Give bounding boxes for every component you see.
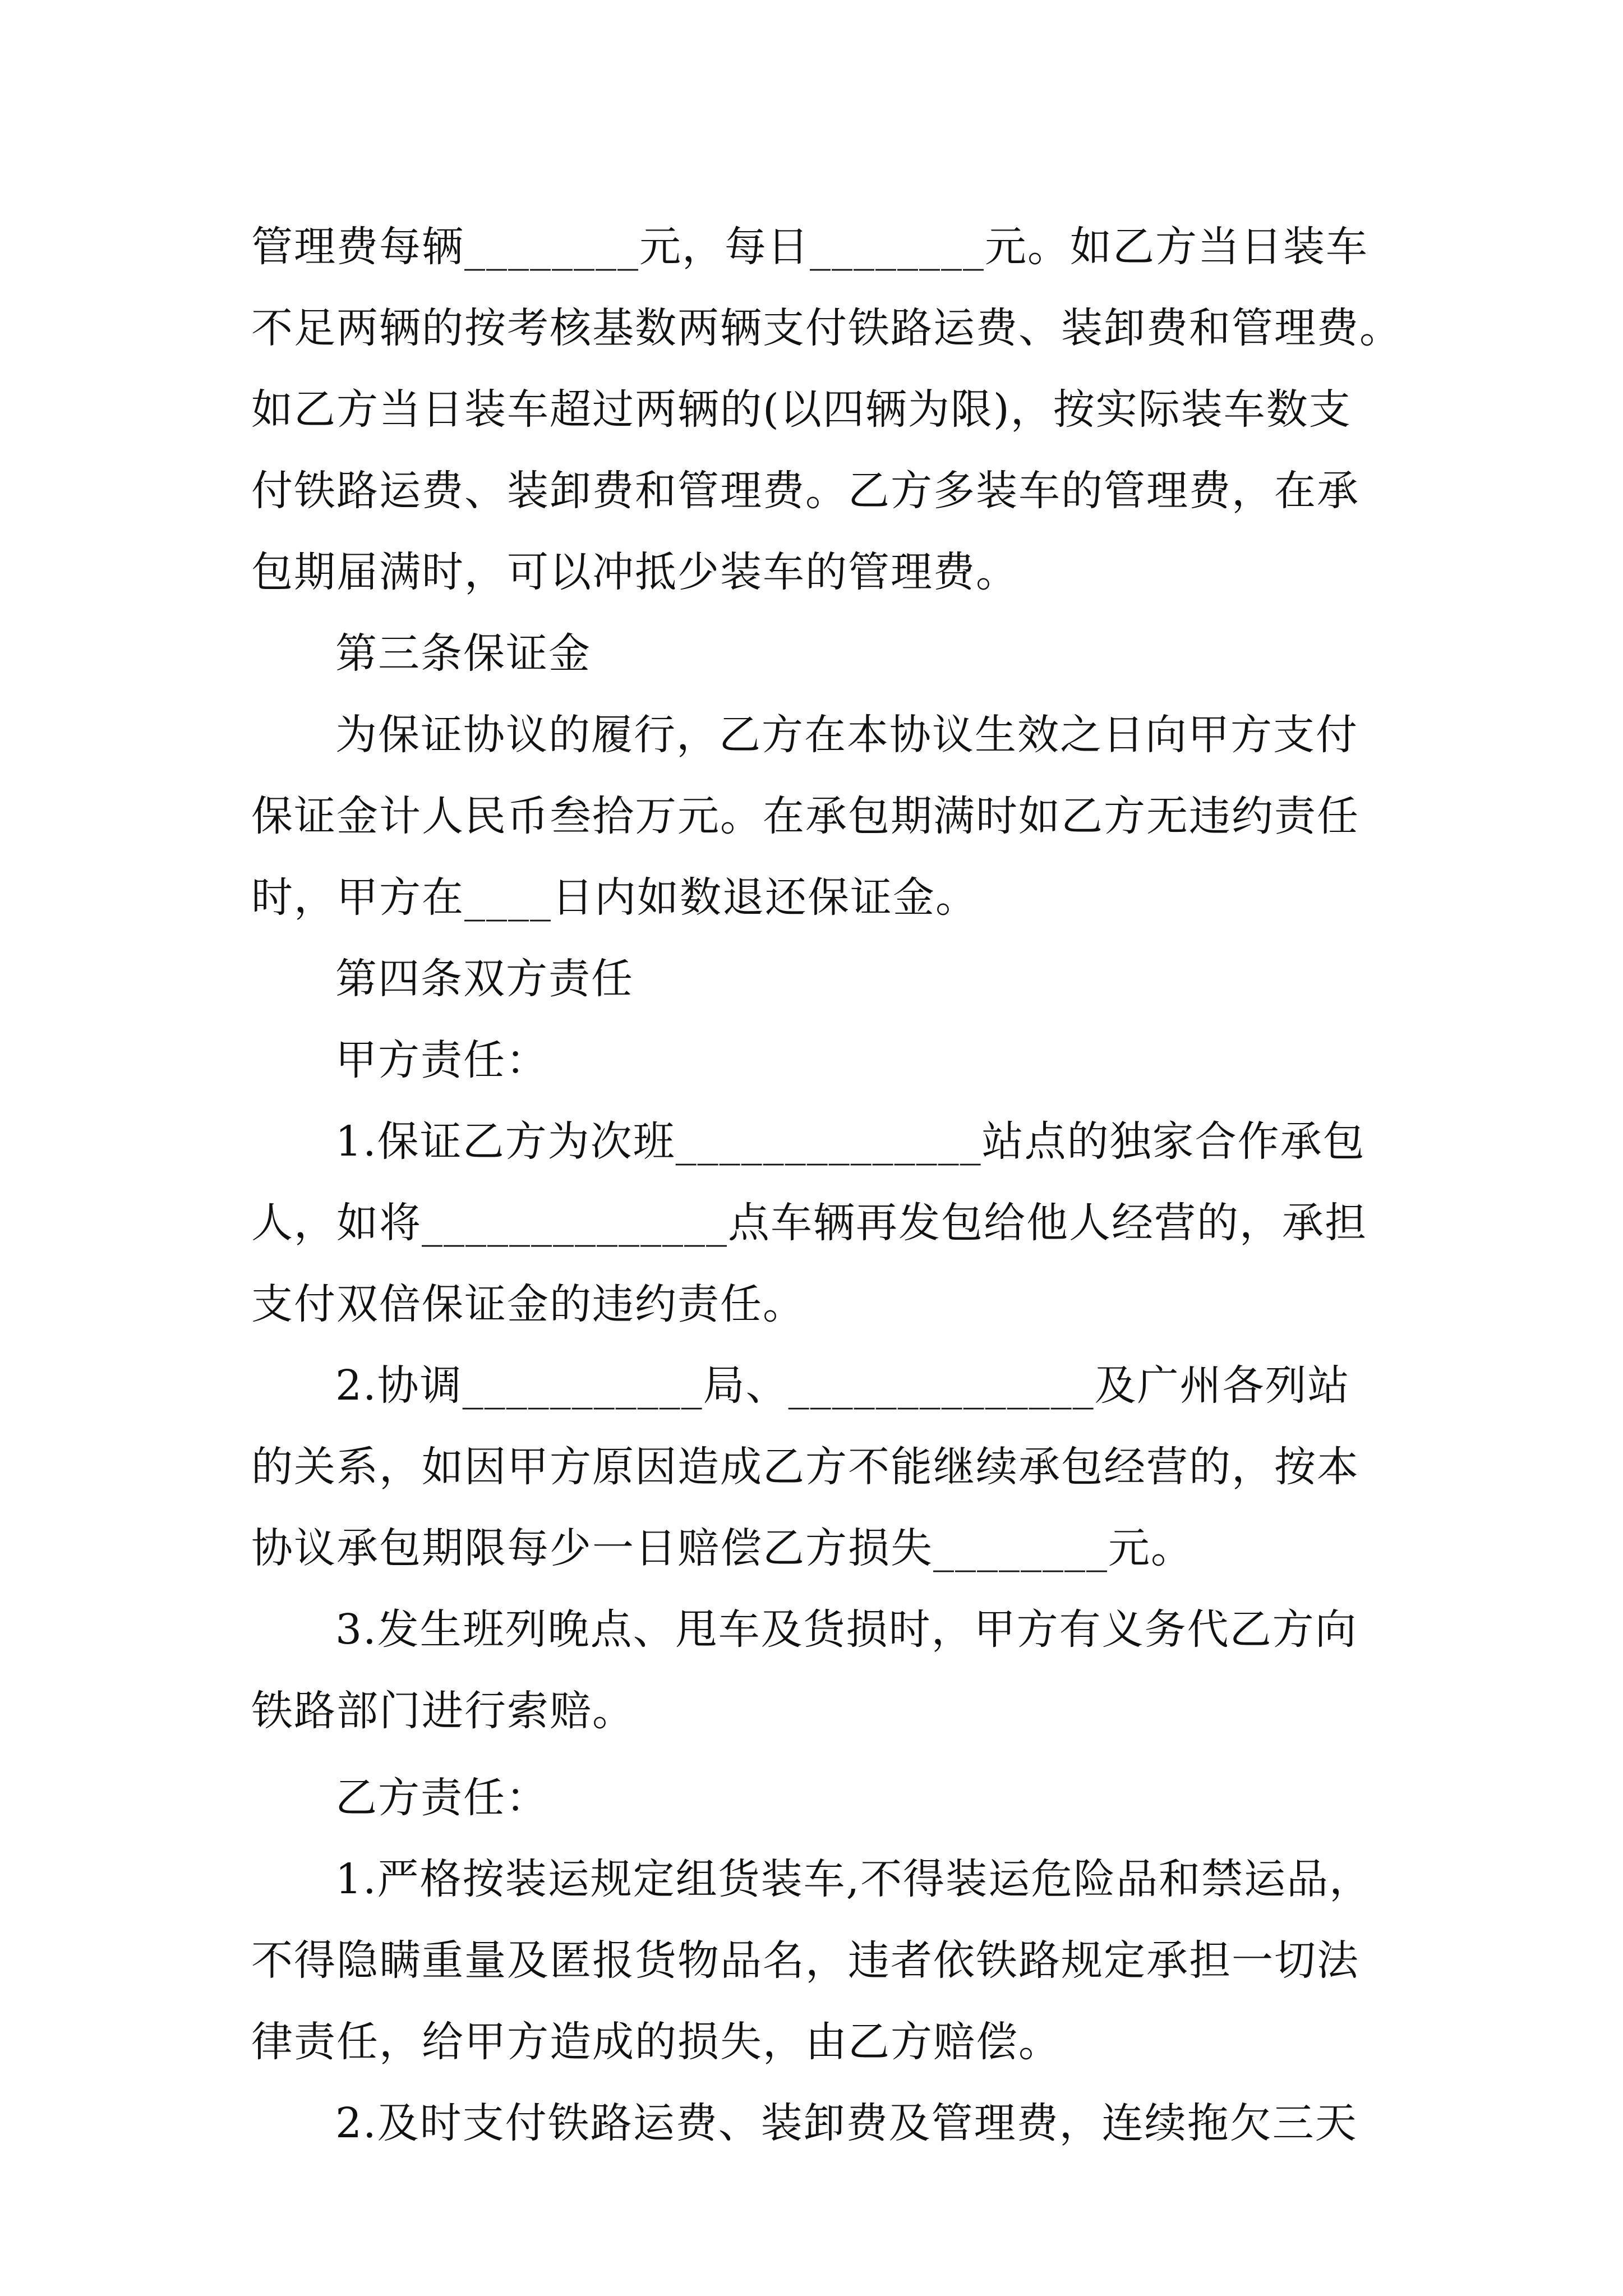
document-body: [251, 206, 1402, 2164]
list-item-line: 2.协调___________局、______________及广州各列站: [335, 1361, 1350, 1410]
paragraph-line: 如乙方当日装车超过两辆的(以四辆为限)，按实际装车数支: [251, 385, 1352, 434]
paragraph-line: 不足两辆的按考核基数两辆支付铁路运费、装卸费和管理费。: [251, 304, 1402, 352]
list-item-line: 1.保证乙方为次班______________站点的独家合作承包: [335, 1117, 1366, 1166]
list-item-line: 协议承包期限每少一日赔偿乙方损失________元。: [251, 1524, 1193, 1572]
section-heading: 第三条保证金: [335, 629, 591, 678]
paragraph-line: 为保证协议的履行，乙方在本协议生效之日向甲方支付: [335, 711, 1358, 759]
paragraph-line: 包期届满时，可以冲抵少装车的管理费。: [251, 548, 1018, 596]
section-heading: 第四条双方责任: [335, 955, 634, 1003]
list-item-line: 人，如将______________点车辆再发包给他人经营的，承担: [251, 1199, 1367, 1247]
list-item-line: 不得隐瞒重量及匿报货物品名，违者依铁路规定承担一切法: [251, 1936, 1359, 1985]
list-item-line: 2.及时支付铁路运费、装卸费及管理费，连续拖欠三天: [335, 2099, 1358, 2147]
list-item-line: 律责任，给甲方造成的损失，由乙方赔偿。: [251, 2018, 1061, 2066]
spacer: [251, 1752, 1395, 1757]
paragraph-line: 时，甲方在____日内如数退还保证金。: [251, 873, 978, 922]
paragraph-line: 付铁路运费、装卸费和管理费。乙方多装车的管理费，在承: [251, 467, 1359, 515]
paragraph-line: 管理费每辆________元，每日________元。如乙方当日装车: [251, 223, 1368, 271]
list-item-line: 铁路部门进行索赔。: [251, 1687, 635, 1735]
subsection-heading: 甲方责任：: [335, 1036, 548, 1084]
list-item-line: 的关系，如因甲方原因造成乙方不能继续承包经营的，按本: [251, 1443, 1359, 1491]
list-item-line: 3.发生班列晚点、甩车及货损时，甲方有义务代乙方向: [335, 1605, 1358, 1654]
list-item-line: 支付双倍保证金的违约责任。: [251, 1280, 805, 1328]
paragraph-line: 保证金计人民币叁拾万元。在承包期满时如乙方无违约责任: [251, 792, 1359, 840]
subsection-heading: 乙方责任：: [335, 1774, 548, 1822]
list-item-line: 1.严格按装运规定组货装车,不得装运危险品和禁运品，: [335, 1855, 1372, 1903]
